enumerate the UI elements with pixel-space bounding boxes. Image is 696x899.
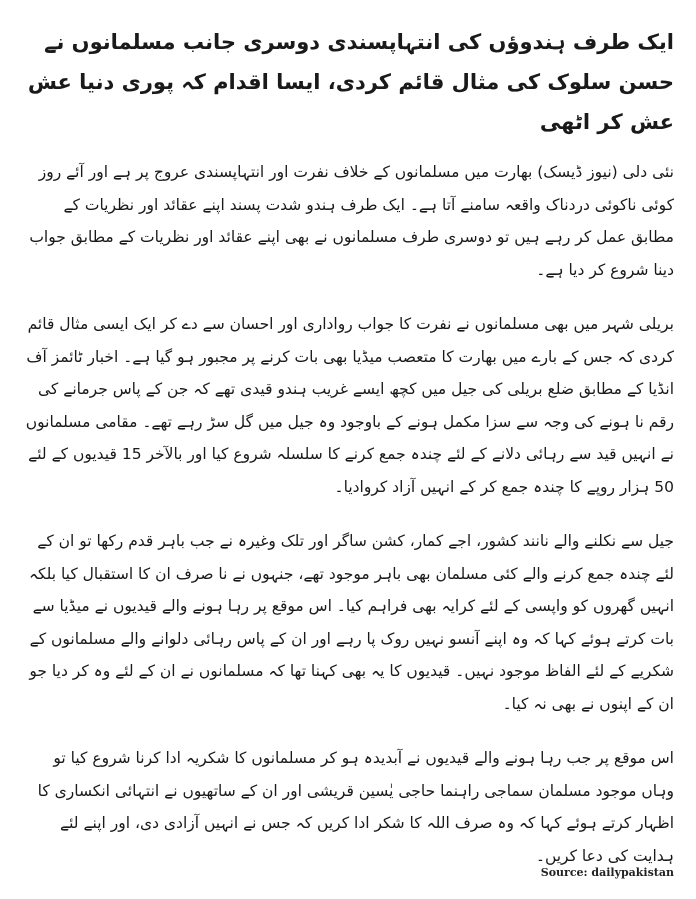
- article-paragraph-1: نئی دلی (نیوز ڈیسک) بھارت میں مسلمانوں کے خلاف نفرت اور انتہاپسندی عروج پر ہے اور آئے روز کوئی ناکوئی دردناک واقعہ سامنے آتا ہے۔ ایک طرف ہندو شدت پسند اپنے عقائد اور نظریات کے مطابق عمل کر رہے ہیں تو دوسری طرف مسلمانوں نے بھی اپنے عقائد اور نظریات کے مطابق جواب دینا شروع کر دیا ہے۔: [29, 163, 674, 279]
- article-headline: ایک طرف ہندوؤں کی انتہاپسندی دوسری جانب مسلمانوں نے حسن سلوک کی مثال قائم کردی، ایسا اقدام کہ پوری دنیا عش عش کر اٹھی: [27, 30, 674, 134]
- article-paragraph-3: جیل سے نکلنے والے نانند کشور، اجے کمار، کشن ساگر اور تلک وغیرہ نے جب باہر قدم رکھا تو ان کے لئے چندہ جمع کرنے والے کئی مسلمان بھی باہر موجود تھے، جنہوں نے نا صرف ان کا استقبال کیا بلکہ انہیں گھروں کو واپسی کے لئے کرایہ بھی فراہم کیا۔ اس موقع پر رہا ہونے والے قیدیوں نے میڈیا سے بات کرتے ہوئے کہا کہ وہ اپنے آنسو نہیں روک پا رہے اور ان کے پاس رہائی دلوانے والے مسلمانوں کے شکریے کے لئے الفاظ موجود نہیں۔ قیدیوں کا یہ بھی کہنا تھا کہ مسلمانوں نے ان کے لئے وہ کر دیا جو ان کے اپنوں نے بھی نہ کیا۔: [28, 532, 674, 713]
- source-credit: Source: dailypakistan: [540, 866, 674, 879]
- article-paragraph-4: اس موقع پر جب رہا ہونے والے قیدیوں نے آبدیدہ ہو کر مسلمانوں کا شکریہ ادا کرنا شروع کیا تو وہاں موجود مسلمان سماجی راہنما حاجی یٰسین قریشی اور ان کے ساتھیوں نے انتہائی انکساری کا اظہار کرتے ہوئے کہا کہ وہ صرف اللہ کا شکر ادا کریں کہ جس نے انہیں آزادی دی، اور اپنے لئے ہدایت کی دعا کریں۔: [37, 749, 674, 865]
- article-paragraph-2: بریلی شہر میں بھی مسلمانوں نے نفرت کا جواب رواداری اور احسان سے دے کر ایک ایسی مثال قائم کردی کہ جس کے بارے میں بھارت کا متعصب میڈیا بھی بات کرنے پر مجبور ہو گیا ہے۔ اخبار ٹائمز آف انڈیا کے مطابق ضلع بریلی کی جیل میں کچھ ایسے غریب ہندو قیدی تھے کہ جن کے پاس جرمانے کی رقم نا ہونے کی وجہ سے سزا مکمل ہونے کے باوجود وہ جیل میں گل سڑ رہے تھے۔ مقامی مسلمانوں نے انہیں قید سے رہائی دلانے کے لئے چندہ جمع کرنے کا سلسلہ شروع کیا اور بالآخر 15 قیدیوں کے لئے 50 ہزار روپے کا چندہ جمع کر کے انہیں آزاد کروادیا۔: [25, 315, 674, 496]
